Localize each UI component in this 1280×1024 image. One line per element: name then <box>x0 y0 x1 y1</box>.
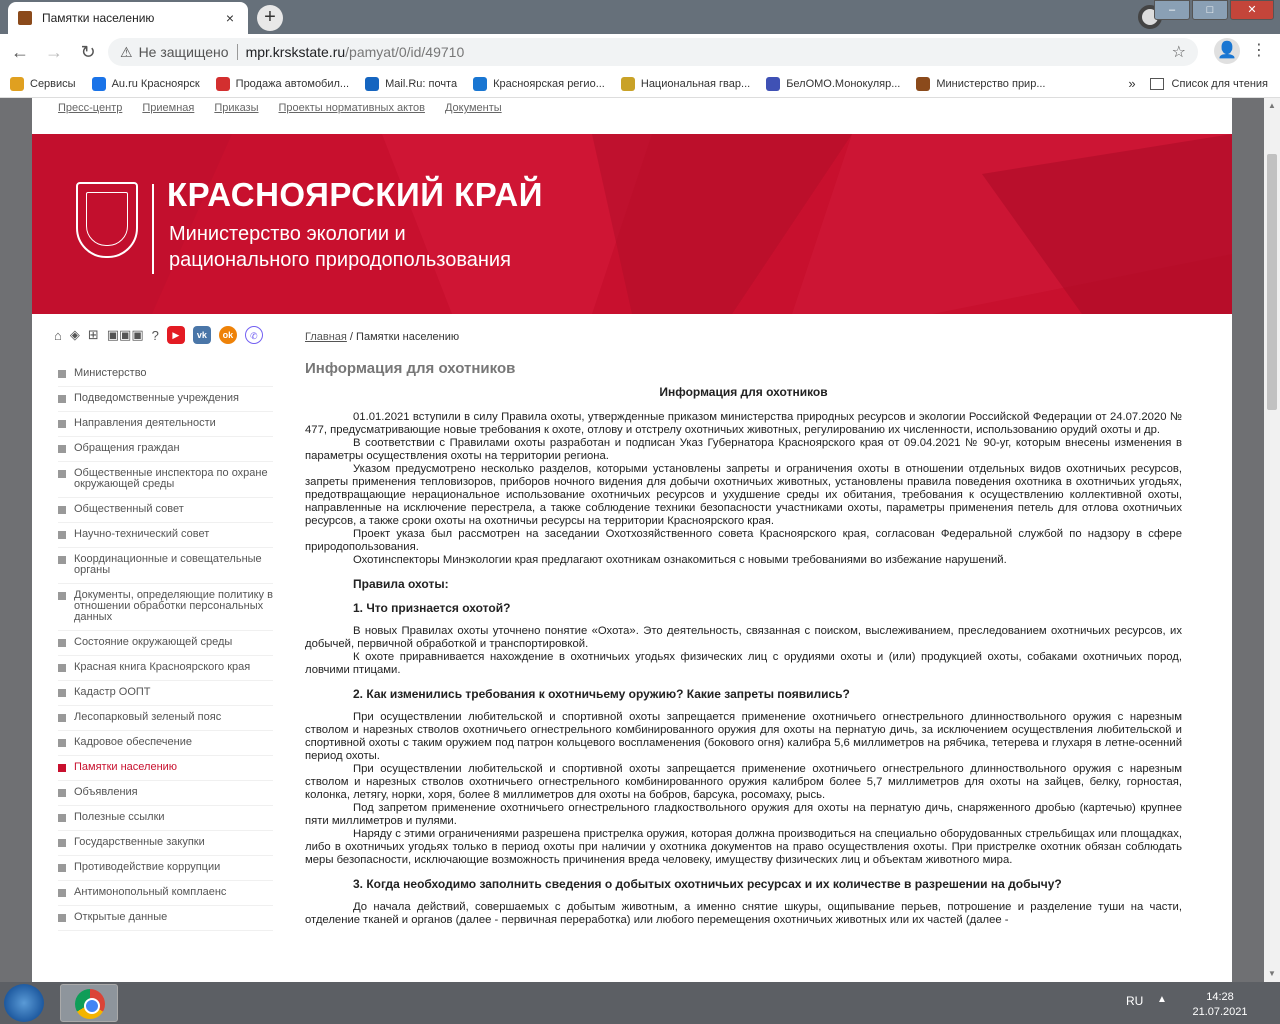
sidebar-item[interactable] <box>58 548 273 584</box>
bullet-icon <box>58 789 66 797</box>
breadcrumb-home-link[interactable]: Главная <box>305 331 347 343</box>
coat-of-arms-icon[interactable] <box>76 182 138 258</box>
section-heading-3: 3. Когда необходимо заполнить сведения о добытых охотничьих ресурсах и их количестве в разрешении на добычу? <box>353 877 1062 891</box>
url-host[interactable]: mpr.krskstate.ru <box>245 44 346 60</box>
system-clock[interactable] <box>1185 990 1255 1020</box>
menu-kebab-icon[interactable]: ⋮ <box>1251 42 1267 59</box>
reading-list-icon <box>1150 78 1164 90</box>
bullet-icon <box>58 470 66 478</box>
article-paragraph: К охоте приравнивается нахождение в охотничьих угодьях физических лиц с орудиями охоты и (или) продукцией охоты, собаками охотничьих пород, ловчими птицами. <box>305 651 1182 676</box>
section-heading-2: 2. Как изменились требования к охотничьему оружию? Какие запреты появились? <box>353 687 850 701</box>
bullet-icon <box>58 689 66 697</box>
bookmark-favicon-icon <box>916 77 930 91</box>
home-icon[interactable]: ⌂ <box>54 327 62 343</box>
bookmark-item[interactable] <box>473 77 605 91</box>
article-paragraph: Наряду с этими ограничениями разрешена пристрелка оружия, которая должна производиться на специально оборудованных стрельбищах или площадках, либо в охотничьих угодьях только в период охоты при наличии у охотника документов на право осуществления охоты. При пристрелке охотник обязан соблюдать меры безопасности, исключающие возможность причинения вреда человеку, имуществу физических лиц и объектам животного мира. <box>305 828 1182 866</box>
bullet-icon <box>58 531 66 539</box>
bullet-icon <box>58 764 66 772</box>
window-close-button[interactable]: ✕ <box>1230 0 1274 20</box>
bullet-icon <box>58 445 66 453</box>
bookmark-star-icon[interactable]: ☆ <box>1171 44 1186 61</box>
article-paragraph: Под запретом применение охотничьего огнестрельного гладкоствольного оружия для охоты на пернатую дичь, снаряженного дробью (картечью) крупнее пяти миллиметров и пулями. <box>305 802 1182 827</box>
page-title: Информация для охотников <box>305 360 516 377</box>
bullet-icon <box>58 420 66 428</box>
sidebar-item-label: Министерство <box>74 367 147 379</box>
sidebar-item[interactable] <box>58 731 273 756</box>
browser-tabstrip <box>0 0 1280 34</box>
sidebar-item-label: Объявления <box>74 786 138 798</box>
sitemap-icon[interactable]: ⊞ <box>87 327 99 342</box>
topnav-link[interactable]: Приказы <box>214 102 259 114</box>
sidebar-item[interactable] <box>58 831 273 856</box>
sidebar-item[interactable] <box>58 387 273 412</box>
breadcrumb-separator: / <box>346 331 357 343</box>
browser-toolbar <box>0 34 1280 70</box>
sidebar-item[interactable] <box>58 584 273 631</box>
warning-icon[interactable]: ⚠ <box>120 43 133 60</box>
sidebar-item-label: Общественные инспектора по охране окружающей среды <box>74 467 268 490</box>
sidebar-item-label: Общественный совет <box>74 503 184 515</box>
reading-list-label: Список для чтения <box>1171 77 1268 90</box>
topnav-link[interactable]: Пресс-центр <box>58 102 123 114</box>
bookmark-item[interactable] <box>916 77 1045 91</box>
utility-icons <box>54 326 263 344</box>
sidebar-item-label: Подведомственные учреждения <box>74 392 239 404</box>
clock-date: 21.07.2021 <box>1192 1006 1248 1018</box>
bookmark-favicon-icon <box>473 77 487 91</box>
browser-tab[interactable] <box>8 2 248 34</box>
bookmark-favicon-icon <box>365 77 379 91</box>
ministry-name-line1: Министерство экологии и <box>169 223 406 245</box>
vertical-scrollbar[interactable] <box>1264 98 1280 982</box>
sidebar-item[interactable] <box>58 906 273 931</box>
article-paragraph: Охотинспекторы Минэкологии края предлагают охотникам ознакомиться с новыми требованиями во избежание нарушений. <box>353 554 1007 566</box>
article-paragraph: До начала действий, совершаемых с добытым животным, а именно снятие шкуры, ощипывание перьев, потрошение и разделение туши на части, отделение тканей и органов (далее - первичная переработка) или любого перемещения охотничьих животных или их частей (далее - <box>305 901 1182 926</box>
sidebar-item[interactable] <box>58 631 273 656</box>
bookmark-item[interactable] <box>10 77 76 91</box>
sidebar-item-label: Государственные закупки <box>74 836 205 848</box>
sidebar-item[interactable] <box>58 706 273 731</box>
bookmark-item[interactable] <box>92 77 200 91</box>
new-tab-button[interactable]: + <box>257 5 283 31</box>
sidebar-item[interactable] <box>58 881 273 906</box>
sidebar-item-label: Лесопарковый зеленый пояс <box>74 711 222 723</box>
bullet-icon <box>58 914 66 922</box>
bookmark-item[interactable] <box>621 77 750 91</box>
sidebar-item[interactable] <box>58 523 273 548</box>
sidebar-item-label: Кадровое обеспечение <box>74 736 192 748</box>
bullet-icon <box>58 370 66 378</box>
bookmark-label: Продажа автомобил... <box>235 77 350 90</box>
region-title[interactable]: КРАСНОЯРСКИЙ КРАЙ <box>167 176 543 213</box>
site-favicon-icon <box>18 11 32 25</box>
ministry-name-line2: рационального природопользования <box>169 249 511 271</box>
sidebar-item-label: Памятки населению <box>74 761 178 773</box>
sidebar-item-label: Полезные ссылки <box>74 811 165 823</box>
sidebar-item[interactable] <box>58 498 273 523</box>
layers-icon[interactable]: ◈ <box>69 327 80 342</box>
article-body <box>305 386 1182 927</box>
topnav-link[interactable]: Документы <box>444 102 502 114</box>
maximize-button[interactable]: □ <box>1192 0 1228 20</box>
article-paragraph: 01.01.2021 вступили в силу Правила охоты, утвержденные приказом министерства природных ресурсов и экологии Российской Федерации от 24.07.2020 № 477, предусматривающие новые требования к охоте, отлову и отстрелу охотничьих животных, регулированию их численности, использованию орудий охоты и др. <box>305 411 1182 436</box>
scrollbar-thumb[interactable] <box>1267 154 1277 410</box>
bullet-icon <box>58 714 66 722</box>
tab-title: Памятки населению <box>42 11 155 25</box>
article-paragraph: При осуществлении любительской и спортивной охоты запрещается применение охотничьего огнестрельного длинноствольного оружия с нарезным стволом и нарезных стволов охотничьего огнестрельного комбинированного оружия для охоты на пернатую дичь, за исключением осуществления любительской и спортивной охоты с таким оружием под патрон кольцевого воспламенения (бокового огня) калибра 5,6 миллиметров на рябчика, тетерева и глухаря в летне-осенний период охоты. <box>305 711 1182 762</box>
bullet-icon <box>58 814 66 822</box>
help-icon[interactable]: ? <box>151 327 159 343</box>
reading-list-button[interactable] <box>1150 78 1268 90</box>
ministry-name <box>169 221 589 273</box>
bullet-icon <box>58 395 66 403</box>
bookmark-label: БелОМО.Монокуляр... <box>786 77 901 90</box>
bookmark-label: Mail.Ru: почта <box>385 77 458 90</box>
bookmark-favicon-icon <box>92 77 106 91</box>
sidebar-item[interactable] <box>58 462 273 498</box>
profile-avatar-icon[interactable]: 👤 <box>1214 38 1240 64</box>
sidebar-item[interactable] <box>58 656 273 681</box>
viber-icon[interactable]: ✆ <box>245 326 263 344</box>
back-button[interactable]: ← <box>11 42 29 62</box>
language-indicator[interactable]: RU <box>1126 994 1144 1008</box>
toolbar-right <box>1214 38 1272 64</box>
bookmark-item[interactable] <box>216 77 349 91</box>
site-banner <box>32 134 1232 314</box>
bookmark-label: Красноярская регио... <box>493 77 605 90</box>
odnoklassniki-icon[interactable]: ok <box>219 326 237 344</box>
bullet-icon <box>58 556 66 564</box>
scroll-up-arrow-icon[interactable]: ▲ <box>1268 101 1276 110</box>
windows-taskbar <box>0 982 1280 1024</box>
bookmark-item[interactable] <box>365 77 457 91</box>
sidebar-item[interactable] <box>58 412 273 437</box>
window-controls <box>1154 0 1274 20</box>
bookmarks-bar <box>0 70 1280 98</box>
topnav-link[interactable]: Проекты нормативных актов <box>278 102 425 114</box>
chrome-icon <box>75 989 105 1019</box>
rules-heading: Правила охоты: <box>353 577 449 591</box>
bookmarks-overflow-button[interactable]: » <box>1128 76 1136 91</box>
bookmark-favicon-icon <box>621 77 635 91</box>
sidebar-item[interactable] <box>58 756 273 781</box>
bullet-icon <box>58 664 66 672</box>
reload-button[interactable]: ↻ <box>80 42 96 62</box>
bookmark-label: Au.ru Красноярск <box>111 77 200 90</box>
bullet-icon <box>58 864 66 872</box>
breadcrumb-current: Памятки населению <box>356 331 460 343</box>
tray-expand-icon[interactable]: ▲ <box>1157 994 1167 1005</box>
bullet-icon <box>58 839 66 847</box>
sidebar-item-label: Красная книга Красноярского края <box>74 661 251 673</box>
banner-divider <box>152 184 154 274</box>
sidebar-item-label: Обращения граждан <box>74 442 180 454</box>
page-viewport <box>0 98 1280 982</box>
site-page <box>32 98 1232 982</box>
bullet-icon <box>58 739 66 747</box>
accessibility-icon[interactable]: ▣▣▣ <box>106 327 144 342</box>
tab-close-icon[interactable]: × <box>225 10 235 26</box>
article-paragraph: При осуществлении любительской и спортивной охоты запрещается применение охотничьего огнестрельного длинноствольного оружия с нарезным стволом и нарезных стволов охотничьего огнестрельного комбинированного оружия калибром более 5,7 миллиметров для охоты на зайцев, белку, горностая, колонка, летягу, норки, хоря, более 8 миллиметров для охоты на бобров, барсука, росомаху, рысь. <box>305 763 1182 801</box>
bullet-icon <box>58 639 66 647</box>
article-paragraph: В новых Правилах охоты уточнено понятие «Охота». Это деятельность, связанная с поиском, выслеживанием, преследованием охотничьих ресурсов, их добычей, первичной обработкой и транспортировкой. <box>305 625 1182 650</box>
start-button[interactable] <box>4 984 44 1022</box>
topnav-link[interactable]: Приемная <box>142 102 195 114</box>
youtube-icon[interactable]: ▶ <box>167 326 185 344</box>
article-paragraph: Указом предусмотрено несколько разделов, которыми установлены запреты и ограничения охоты в отношении отдельных видов охотничьих ресурсов, запреты применения тепловизоров, приборов ночного видения для добычи охотничьих животных, установлены правила поведения охотника в охотничьих угодьях, предотвращающие нерациональное использование охотничьих ресурсов и ухудшение среды их обитания, требования к осуществлению коллективной охоты, направленные на исключение перестрела, а также соблюдение техники безопасности участниками охоты, параметры применения петель для отлова охотничьих ресурсов, а также сроки охоты на охотничьи ресурсы на территории Красноярского края. <box>305 463 1182 527</box>
top-navigation <box>58 102 502 114</box>
bookmark-label: Министерство прир... <box>936 77 1046 90</box>
sidebar-item[interactable] <box>58 856 273 881</box>
vk-icon[interactable]: vk <box>193 326 211 344</box>
forward-button[interactable]: → <box>45 42 63 62</box>
sidebar-item-label: Противодействие коррупции <box>74 861 221 873</box>
sidebar-menu <box>58 362 273 931</box>
article-paragraph: Проект указа был рассмотрен на заседании Охотхозяйственного совета Красноярского края, согласован Федеральной службой по надзору в сфере природопользования. <box>305 528 1182 553</box>
sidebar-item[interactable] <box>58 681 273 706</box>
sidebar-item[interactable] <box>58 806 273 831</box>
bookmark-label: Национальная гвар... <box>640 77 751 90</box>
bookmark-item[interactable] <box>766 77 900 91</box>
sidebar-item-label: Документы, определяющие политику в отношении обработки персональных данных <box>74 589 273 623</box>
sidebar-item-label: Состояние окружающей среды <box>74 636 233 648</box>
url-path[interactable]: /pamyat/0/id/49710 <box>345 44 465 60</box>
sidebar-item-label: Координационные и совещательные органы <box>74 553 262 576</box>
breadcrumb <box>305 331 459 343</box>
bullet-icon <box>58 506 66 514</box>
sidebar-item[interactable] <box>58 437 273 462</box>
not-secure-label[interactable]: Не защищено <box>138 44 229 60</box>
bullet-icon <box>58 889 66 897</box>
bullet-icon <box>58 592 66 600</box>
bookmark-favicon-icon <box>766 77 780 91</box>
address-bar[interactable] <box>108 38 1198 66</box>
sidebar-item[interactable] <box>58 781 273 806</box>
sidebar-item-label: Направления деятельности <box>74 417 216 429</box>
article-title: Информация для охотников <box>659 385 828 399</box>
clock-time: 14:28 <box>1206 991 1234 1003</box>
minimize-button[interactable]: – <box>1154 0 1190 20</box>
omnibox-divider <box>237 44 238 60</box>
article-paragraph: В соответствии с Правилами охоты разработан и подписан Указ Губернатора Красноярского края от 09.04.2021 № 90-уг, которым внесены изменения в параметры осуществления охоты на территории региона. <box>305 437 1182 462</box>
sidebar-item-label: Открытые данные <box>74 911 168 923</box>
bookmark-favicon-icon <box>216 77 230 91</box>
sidebar-item[interactable] <box>58 362 273 387</box>
bookmark-label: Сервисы <box>30 77 76 90</box>
scroll-down-arrow-icon[interactable]: ▼ <box>1268 969 1276 978</box>
bookmark-favicon-icon <box>10 77 24 91</box>
section-heading-1: 1. Что признается охотой? <box>353 601 511 615</box>
sidebar-item-label: Кадастр ООПТ <box>74 686 151 698</box>
sidebar-item-label: Научно-технический совет <box>74 528 210 540</box>
sidebar-item-label: Антимонопольный комплаенс <box>74 886 227 898</box>
taskbar-chrome-button[interactable] <box>60 984 118 1022</box>
